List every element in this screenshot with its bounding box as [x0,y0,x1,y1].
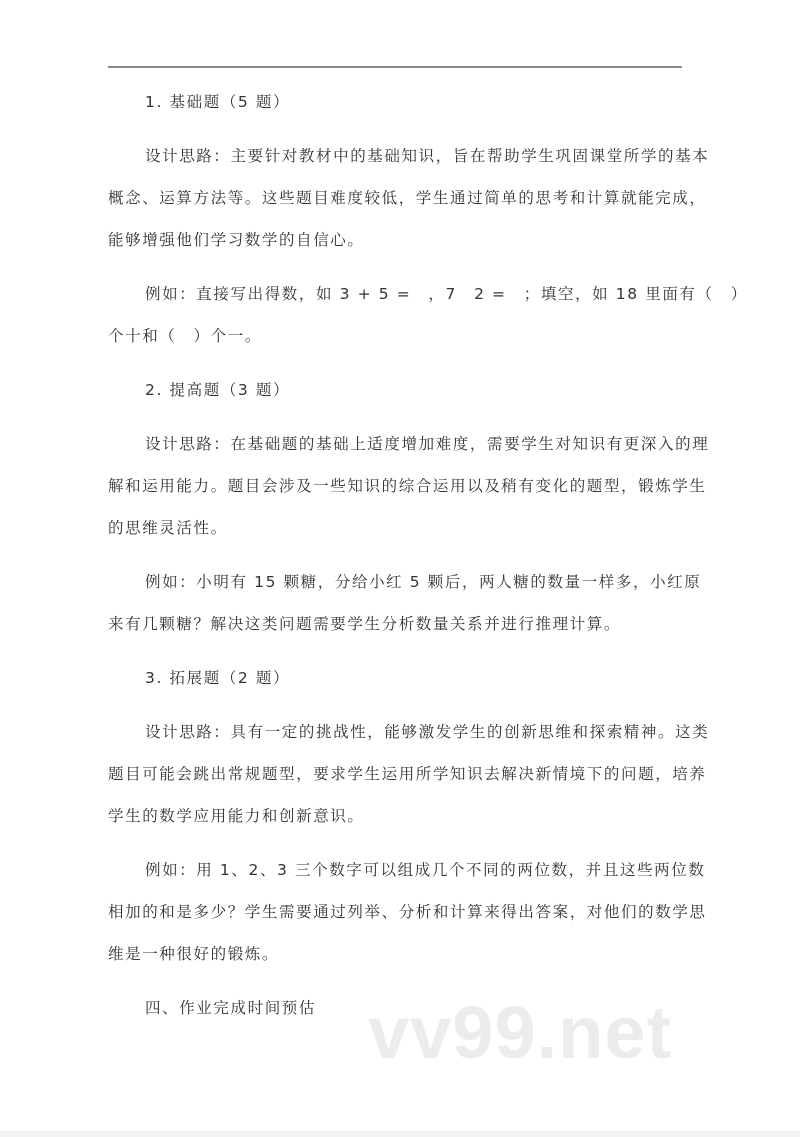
text-line: 的思维灵活性。 [108,519,228,537]
text-line: 个十和（ ）个一。 [108,327,262,345]
text-line: 相加的和是多少？学生需要通过列举、分析和计算来得出答案，对他们的数学思 [108,903,707,921]
paragraph [108,856,707,982]
text-line: 设计思路：在基础题的基础上适度增加难度，需要学生对知识有更深入的理 [145,435,710,453]
document-body [108,88,748,1048]
section-heading [108,88,682,130]
text-line: 设计思路：具有一定的挑战性，能够激发学生的创新思维和探索精神。这类 [145,723,710,741]
text-line: 例如：直接写出得数，如 3 + 5 = ，7 2 = ；填空，如 18 里面有（ ） [145,285,748,303]
text-line: 学生的数学应用能力和创新意识。 [108,807,365,825]
text-line: 题目可能会跳出常规题型，要求学生运用所学知识去解决新情境下的问题，培养 [108,765,707,783]
header-rule [108,66,682,68]
section-heading [108,376,682,418]
text-line: 设计思路：主要针对教材中的基础知识，旨在帮助学生巩固课堂所学的基本 [145,147,710,165]
text-line: 来有几颗糖？解决这类问题需要学生分析数量关系并进行推理计算。 [108,615,622,633]
paragraph [108,280,748,364]
text-line: 例如：用 1、2、3 三个数字可以组成几个不同的两位数，并且这些两位数 [145,861,706,879]
text-line: 四、作业完成时间预估 [145,999,317,1017]
text-line: 解和运用能力。题目会涉及一些知识的综合运用以及稍有变化的题型，锻炼学生 [108,477,707,495]
text-line: 3. 拓展题（2 题） [145,669,291,687]
paragraph [108,142,710,268]
watermark: vv99.net [368,991,673,1074]
text-line: 概念、运算方法等。这些题目难度较低，学生通过简单的思考和计算就能完成， [108,189,707,207]
paragraph [108,718,710,844]
text-line: 2. 提高题（3 题） [145,381,291,399]
text-line: 能够增强他们学习数学的自信心。 [108,231,365,249]
paragraph [108,568,702,652]
text-line: 1. 基础题（5 题） [145,93,291,111]
section-heading [108,664,682,706]
paragraph [108,430,710,556]
text-line: 例如：小明有 15 颗糖，分给小红 5 颗后，两人糖的数量一样多，小红原 [145,573,702,591]
text-line: 维是一种很好的锻炼。 [108,945,280,963]
page-bottom-edge [0,1131,800,1137]
